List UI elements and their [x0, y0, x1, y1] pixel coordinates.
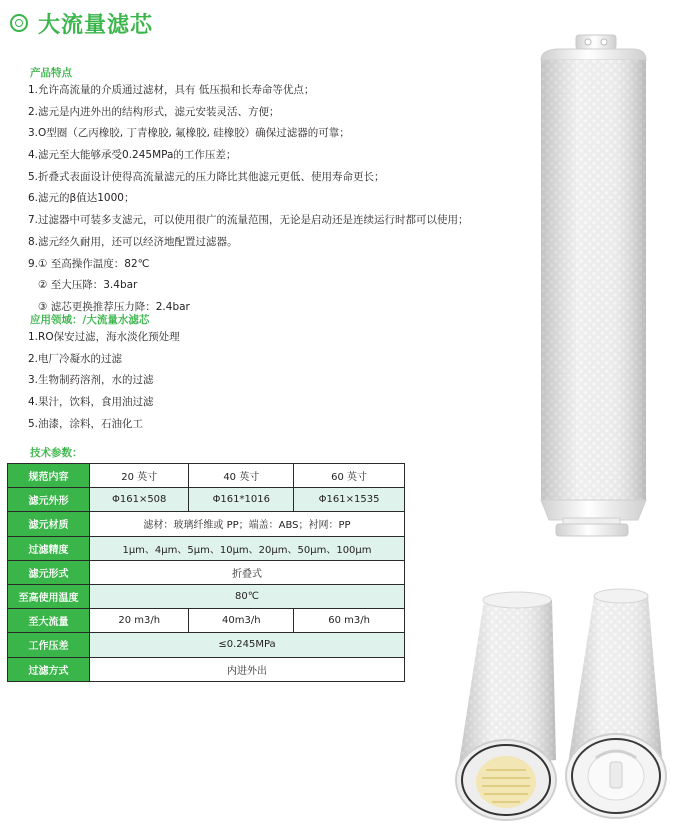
table-cell: 内进外出: [90, 657, 405, 681]
features-heading: 产品特点: [30, 67, 72, 79]
specs-heading: 技术参数：: [30, 447, 83, 459]
table-cell: 80℃: [90, 584, 405, 608]
table-cell: ≤0.245MPa: [90, 633, 405, 657]
feature-item: 2.滤元是内进外出的结构形式，滤元安装灵活、方便；: [28, 105, 280, 118]
feature-item: 7.过滤器中可装多支滤元，可以使用很广的流量范围，无论是启动还是连续运行时都可以使用；: [28, 214, 469, 227]
application-item: 4.果汁，饮料，食用油过滤: [28, 396, 154, 409]
table-cell: 40m3/h: [189, 609, 294, 633]
filter-open-end-image: [456, 592, 556, 820]
row-label: 工作压差: [8, 633, 90, 657]
feature-item: 8.滤元经久耐用，还可以经济地配置过滤器。: [28, 235, 238, 248]
row-label: 过滤方式: [8, 657, 90, 681]
feature-item: 6.滤元的β值达1000；: [28, 192, 135, 205]
table-cell: 40 英寸: [189, 464, 294, 488]
application-item: 5.油漆，涂料，石油化工: [28, 417, 144, 430]
table-cell: 20 m3/h: [90, 609, 189, 633]
table-cell: 20 英寸: [90, 464, 189, 488]
feature-item: 4.滤元至大能够承受0.245MPa的工作压差；: [28, 149, 237, 162]
feature-item: 1.允许高流量的介质通过滤材，具有 低压损和长寿命等优点；: [28, 84, 315, 96]
application-item: 2.电厂冷凝水的过滤: [28, 352, 123, 365]
filter-closed-end-image: [566, 589, 666, 818]
filter-cartridge-image: [541, 35, 646, 536]
application-item: 1.RO保安过滤，海水淡化预处理: [28, 331, 180, 343]
row-label: 至高使用温度: [8, 584, 90, 608]
row-label: 滤元材质: [8, 512, 90, 536]
table-cell: 60 英寸: [294, 464, 405, 488]
feature-item: 5.折叠式表面设计使得高流量滤元的压力降比其他滤元更低、使用寿命更长；: [28, 170, 385, 183]
table-cell: Φ161×508: [90, 488, 189, 512]
applications-heading: 应用领域：/大流量水滤芯: [30, 314, 150, 326]
feature-item: ② 至大压降：3.4bar: [38, 279, 138, 292]
row-label: 过滤精度: [8, 536, 90, 560]
table-cell: 1μm、4μm、5μm、10μm、20μm、50μm、100μm: [90, 536, 405, 560]
feature-item: ③ 滤芯更换推荐压力降：2.4bar: [38, 300, 190, 313]
row-label: 规范内容: [8, 464, 90, 488]
row-label: 滤元外形: [8, 488, 90, 512]
table-cell: Φ161*1016: [189, 488, 294, 512]
table-cell: 滤材：玻璃纤维或 PP；端盖：ABS；衬网：PP: [90, 512, 405, 536]
application-item: 3.生物制药溶剂，水的过滤: [28, 374, 154, 387]
row-label: 至大流量: [8, 609, 90, 633]
table-cell: Φ161×1535: [294, 488, 405, 512]
table-cell: 60 m3/h: [294, 609, 405, 633]
feature-item: 3.O型圈（乙丙橡胶, 丁青橡胶, 氟橡胶, 硅橡胶）确保过滤器的可靠；: [28, 127, 350, 140]
page-title-text: 大流量滤芯: [38, 12, 154, 38]
table-cell: 折叠式: [90, 560, 405, 584]
feature-item: 9.① 至高操作温度：82℃: [28, 257, 150, 270]
row-label: 滤元形式: [8, 560, 90, 584]
